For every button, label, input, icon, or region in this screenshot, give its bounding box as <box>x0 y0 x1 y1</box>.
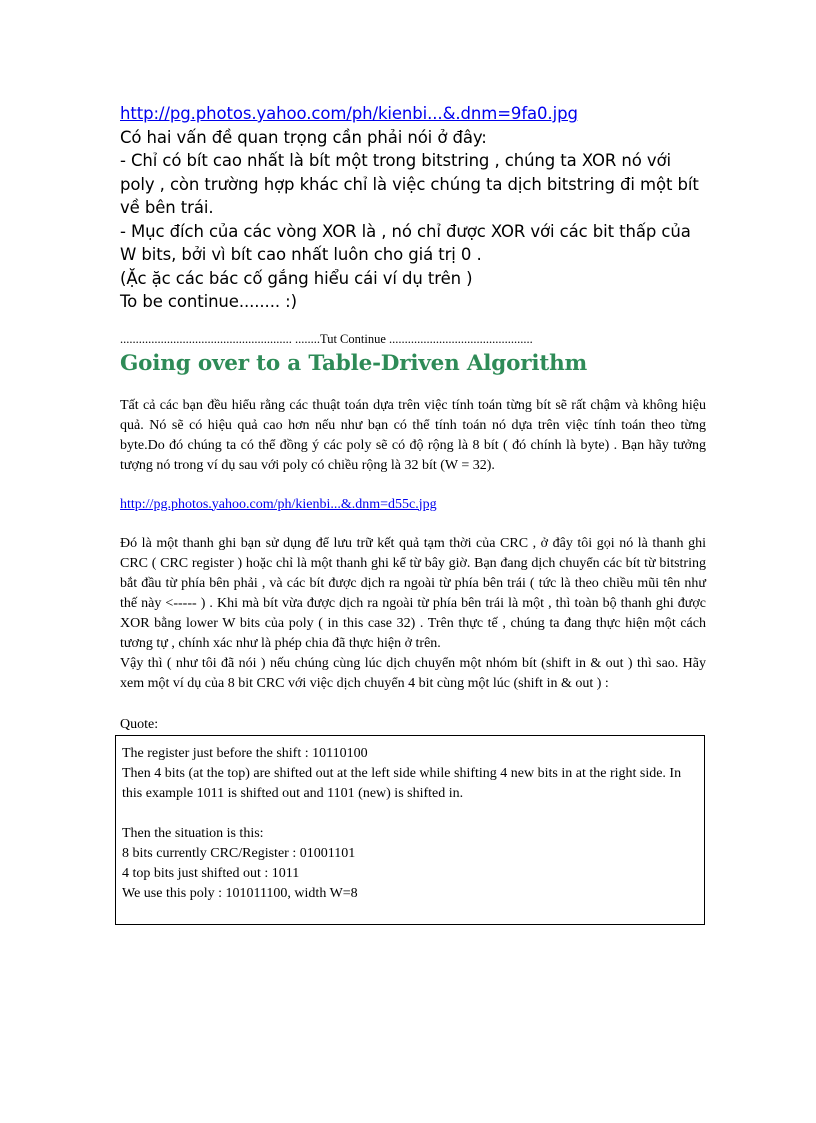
quote-label: Quote: <box>120 716 159 732</box>
quote-box <box>115 735 705 925</box>
image-link-1[interactable]: http://pg.photos.yahoo.com/ph/kienbi...&.dnm=9fa0.jpg <box>120 104 578 123</box>
image-link-2[interactable]: http://pg.photos.yahoo.com/ph/kienbi...&.dnm=d55c.jpg <box>120 496 437 512</box>
image-link-2-wrap <box>120 495 706 515</box>
intro-line-2: - Chỉ có bít cao nhất là bít một trong bitstring , chúng ta XOR nó với poly , còn trường hợp khác chỉ là việc chúng ta dịch bitstring đi một bít về bên trái. <box>120 151 699 217</box>
body-paragraph-1: Tất cả các bạn đều hiểu rằng các thuật toán dựa trên việc tính toán từng bít sẽ rất chậm và không hiệu quả. Nó sẽ có hiệu quả cao hơn nếu như bạn có thể tính toán nó dựa trên việc tính toán theo từng byte.Do đó chúng ta có thể đồng ý các poly sẽ có độ rộng là 8 bít ( đó chính là byte) . Bạn hãy tưởng tượng nó trong ví dụ sau với poly có chiều rộng là 32 bít (W = 32). <box>120 397 706 473</box>
quote-spacer <box>122 804 698 824</box>
quote-line-6: We use this poly : 101011100, width W=8 <box>122 885 358 901</box>
intro-section <box>120 102 706 314</box>
section-heading: Going over to a Table-Driven Algorithm <box>120 350 588 376</box>
intro-line-1: Có hai vấn đề quan trọng cần phải nói ở đây: <box>120 127 487 147</box>
intro-line-5: To be continue........ :) <box>120 292 297 311</box>
quote-line-5: 4 top bits just shifted out : 1011 <box>122 865 300 881</box>
quote-line-4: 8 bits currently CRC/Register : 01001101 <box>122 845 356 861</box>
document-page <box>120 102 706 925</box>
body-paragraph-2: Đó là một thanh ghi bạn sử dụng để lưu trữ kết quả tạm thời của CRC , ở đây tôi gọi nó là thanh ghi CRC ( CRC register ) hoặc chỉ là một thanh ghi kể từ bây giờ. Bạn đang dịch chuyển các bít từ bitstring bắt đầu từ phía bên phải , và các bít được dịch ra ngoài từ phía bên trái ( tức là theo chiều mũi tên như thế này <----- ) . Khi mà bít vừa được dịch ra ngoài từ phía bên trái là một , thì toàn bộ thanh ghi được XOR bằng lower W bits của poly ( in this case 32) . Trên thực tế , chúng ta đang thực hiện một cách tương tự , chính xác như là phép chia đã thực hiện ở trên. <box>120 535 706 651</box>
quote-line-2: Then 4 bits (at the top) are shifted out at the left side while shifting 4 new bits in at the right side. In this example 1011 is shifted out and 1101 (new) is shifted in. <box>122 765 682 801</box>
quote-line-1: The register just before the shift : 10110100 <box>122 745 368 761</box>
intro-line-3: - Mục đích của các vòng XOR là , nó chỉ được XOR với các bit thấp của W bits, bởi vì bít cao nhất luôn cho giá trị 0 . <box>120 221 691 264</box>
tut-continue-divider: ....................................................... ........Tut Continue .............................................. <box>120 331 533 346</box>
quote-line-3: Then the situation is this: <box>122 825 264 841</box>
body-paragraph-3: Vậy thì ( như tôi đã nói ) nếu chúng cùng lúc dịch chuyển một nhóm bít (shift in & out ) thì sao. Hãy xem một ví dụ của 8 bit CRC với việc dịch chuyển 4 bit cùng một lúc (shift in & out ) : <box>120 655 706 691</box>
intro-line-4: (Ặc ặc các bác cố gắng hiểu cái ví dụ trên ) <box>120 268 473 288</box>
